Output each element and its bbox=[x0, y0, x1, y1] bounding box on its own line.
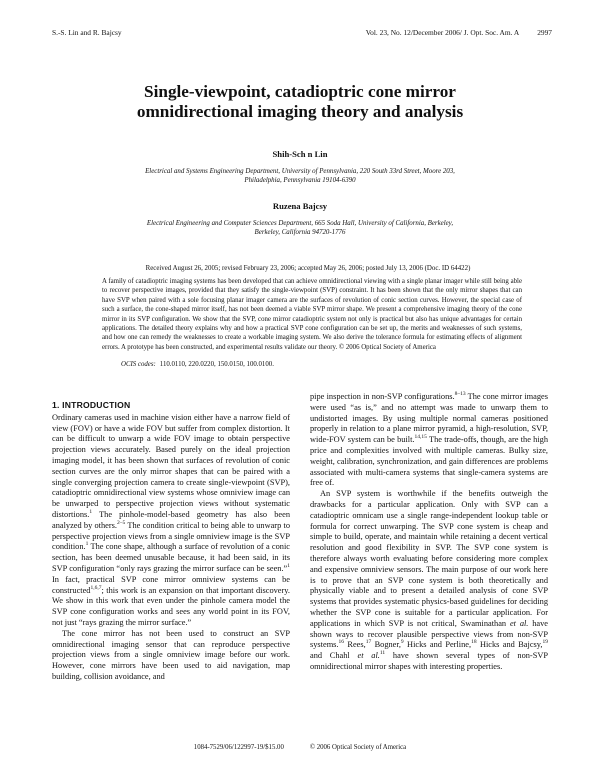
right-column bbox=[310, 392, 548, 673]
received-dates: Received August 26, 2005; revised February 23, 2006; accepted May 26, 2006; posted July 13, 2006 (Doc. ID 64422) bbox=[145, 265, 471, 272]
citation: 1,6,7 bbox=[90, 584, 102, 591]
ocis-code-list: 110.0110, 220.0220, 150.0150, 100.0100. bbox=[159, 361, 274, 368]
citation: 1 bbox=[89, 509, 93, 516]
title-line-2: omnidirectional imaging theory and analysis bbox=[136, 102, 464, 121]
right-paragraph-2: An SVP system is worthwhile if the benefits outweigh the drawbacks for a particular application. Only with SVP can a catadioptric omnicam use a single range-independent lookup table or formula for correct unwarping. The SVP cone system is cheap and simple to build, operate, and maintain while retaining a decent vertical resolution and good flexibility in SVP. The SVP cone system is therefore always worth evaluating before considering more complex and expensive omniview sensors. The main purpose of our work here is to prove that an SVP cone system is both theoretically and physically viable and to present a detailed analysis of cone SVP systems that provides systematic physics-based guidelines for deciding whether the SVP cone is suitable for a particular application. For applications in which SVP is not critical, Swaminathan et al. have shown ways to recover plausible perspective views from non-SVP systems.$^{16}$ Rees,$^{17}$ Bogner,$^9$ Hicks and Perline,$^{18}$ Hicks and Bajcsy,$^{19}$ and Chahl et al.$^{11}$ have shown several types of non-SVP omnidirectional mirror shapes with interesting properties. bbox=[310, 489, 549, 671]
ocis-codes bbox=[121, 361, 274, 368]
citation: 19 bbox=[542, 639, 548, 646]
author-name-1: Shih-Sch n Lin bbox=[272, 149, 328, 159]
running-head-right bbox=[366, 28, 552, 37]
affiliation-1-line-2: Philadelphia, Pennsylvania 19104-6390 bbox=[244, 177, 356, 185]
running-head-volume: Vol. 23, No. 12/December 2006/ J. Opt. Soc. Am. A bbox=[365, 28, 520, 37]
author-affiliation-2 bbox=[90, 219, 510, 238]
citation: 1 bbox=[85, 541, 89, 548]
citation: 9 bbox=[400, 639, 404, 646]
citation: 16 bbox=[338, 639, 345, 646]
affiliation-1-line-1: Electrical and Systems Engineering Department, University of Pennsylvania, 220 South 33rd Street, Moore 203, bbox=[145, 168, 455, 175]
running-head bbox=[52, 28, 552, 37]
citation: 14,15 bbox=[414, 434, 427, 441]
page-footer bbox=[40, 744, 560, 751]
citation: 8–13 bbox=[454, 391, 466, 398]
author-name-2: Ruzena Bajcsy bbox=[272, 201, 328, 211]
citation: 17 bbox=[365, 639, 372, 646]
footer-issn: 1084-7529/06/122997-19/$15.00 bbox=[193, 744, 284, 751]
footer-copyright: © 2006 Optical Society of America bbox=[309, 744, 407, 751]
title-line-1: Single-viewpoint, catadioptric cone mirror bbox=[144, 82, 456, 101]
page-number: 2997 bbox=[537, 28, 552, 37]
running-head-authors: S.-S. Lin and R. Bajcsy bbox=[52, 28, 122, 37]
ocis-label: OCIS codes: bbox=[121, 361, 156, 368]
affiliation-2-line-2: Berkeley, California 94720-1776 bbox=[254, 229, 346, 237]
citation: 11 bbox=[379, 650, 386, 657]
citation: 18 bbox=[471, 639, 477, 646]
paper-title bbox=[40, 82, 560, 122]
intro-paragraph-1: Ordinary cameras used in machine vision either have a narrow field of view (FOV) or have a wide FOV but suffer from complex distortion. It can be difficult to unwarp a wide FOV image to obtain perspective projection views accurately. Based purely on the ideal projection imaging model, it has been shown that surfaces of revolution of conic section curves are the only mirror shapes that can be paired with a single converging projection camera to create single-viewpoint (SVP), catadioptric omnidirectional view systems whose omniview image can be unwarped to perspective projection views without systematic distortions.$^1$ The pinhole-model-based geometry has also been analyzed by others.$^{2-5}$ The condition critical to being able to unwarp to perspective projection views from a single omniview image is the SVP condition.$^1$ The cone shape, although a surface of revolution of a conic section, has been deemed unusable because, it had been said, in its SVP configuration “only rays grazing the mirror surface can be seen.”$^1$ In fact, practical SVP cone mirror omniview systems can be constructed$^{1,6,7}$; this work is an expansion on that important discovery. We show in this work that even under the pinhole camera model the SVP cone configuration works and sees any world point in its FOV, not just “rays grazing the mirror surface.” bbox=[52, 412, 291, 627]
citation: 2–5 bbox=[117, 519, 126, 526]
affiliation-2-line-1: Electrical Engineering and Computer Sciences Department, 665 Soda Hall, University of California, Berkeley, bbox=[146, 220, 454, 227]
author-affiliation-1 bbox=[90, 167, 510, 186]
abstract: A family of catadioptric imaging systems has been developed that can achieve omnidirectional viewing with a single planar imager while still being able to recover perspective images, provided that they satisfy the single-viewpoint (SVP) constraint. It has been shown that the only mirror shapes that can have SVP when paired with a sole focusing planar imager camera are the surfaces of revolution of conic section curves. However, the special case of such a surface, the cone-shaped mirror itself, has not been deemed a viable SVP mirror shape. We present a comprehensive imaging theory of the cone mirror in its SVP configuration. We show that the SVP, cone mirror catadioptric system not only is practical but also has unique advantages for certain applications. The detailed theory explains why and how a practical SVP cone configuration can be set up, the merits and weaknesses of such systems, and how one can remedy the weaknesses to create a workable imaging system. We also derive the tolerance formula for estimating effects of alignment errors. A prototype has been constructed, and experimental results validate our theory. © 2006 Optical Society of America bbox=[102, 278, 522, 351]
intro-paragraph-2: The cone mirror has not been used to construct an SVP omnidirectional imaging sensor that can reproduce perspective projection views from a single omniview image before our work. However, cone mirrors have been used to aid navigation, map building, collision avoidance, and bbox=[52, 628, 290, 681]
right-paragraph-1: pipe inspection in non-SVP configurations.$^{8-13}$ The cone mirror images were used “as is,” and no attempt was made to unwarp them to undistorted images. By using multiple normal cameras positioned properly in relation to a plane mirror pyramid, a high-resolution, SVP, wide-FOV system can be built.$^{14,15}$ The trade-offs, though, are the high price and complexities involved with multiple cameras. Bulky size, weight, calibration, synchronization, and gain differences are problems associated with multi-camera systems that single-camera systems are free of. bbox=[310, 391, 548, 488]
section-heading-introduction: 1. INTRODUCTION bbox=[52, 400, 131, 410]
citation: 1 bbox=[287, 563, 290, 570]
left-column bbox=[52, 400, 290, 683]
